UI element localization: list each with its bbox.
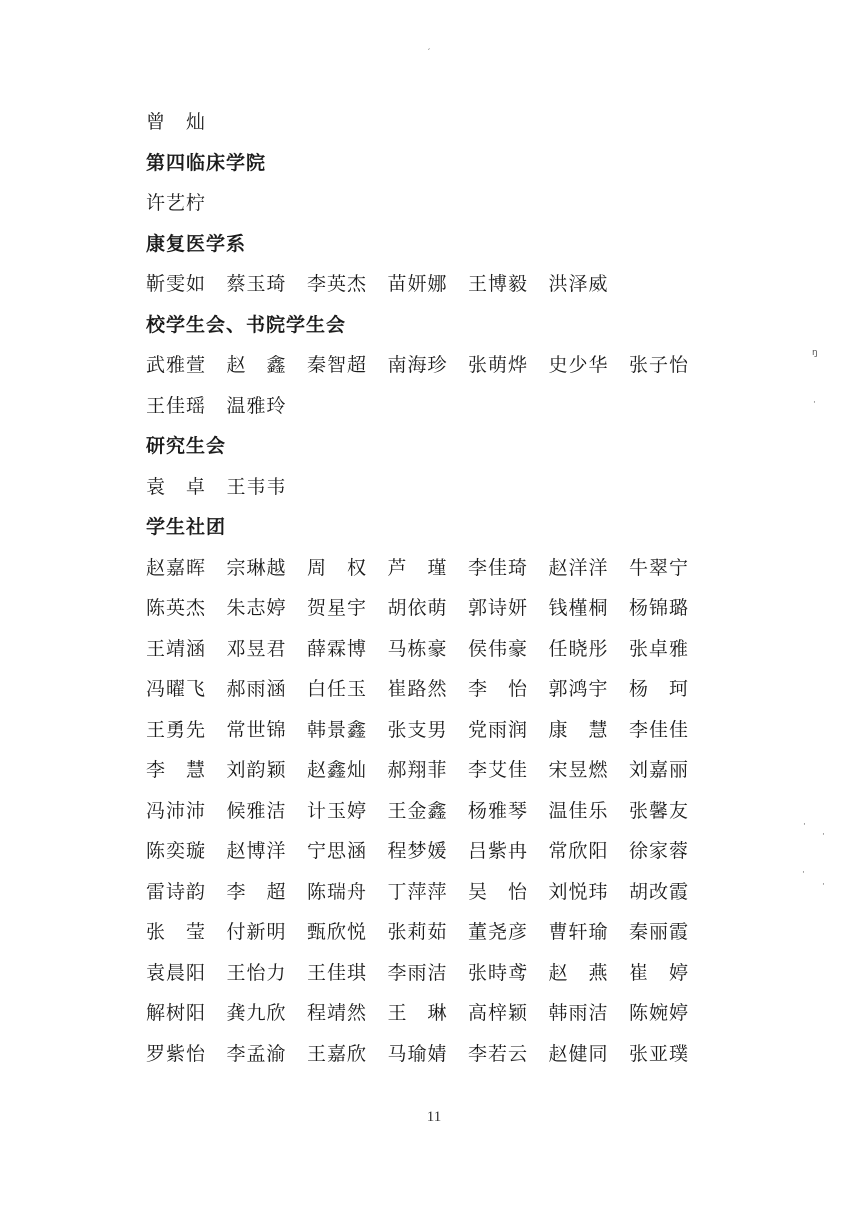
person-name: 郭鸿宇 — [548, 678, 609, 700]
name-row — [146, 831, 706, 872]
name-row — [146, 264, 706, 305]
person-name: 付新明 — [226, 921, 287, 943]
person-name: 赵嘉晖 — [146, 556, 207, 579]
person-name: 武雅萱 — [146, 354, 207, 376]
person-name: 李若云 — [468, 1042, 529, 1065]
person-name: 张莹 — [146, 921, 227, 943]
person-name: 李雨洁 — [387, 961, 448, 984]
name-row — [146, 710, 706, 751]
person-name: 冯沛沛 — [146, 799, 207, 822]
name-row — [146, 912, 706, 953]
name-row — [146, 345, 706, 386]
person-name: 王韦韦 — [226, 475, 287, 498]
person-name: 马瑜婧 — [387, 1042, 448, 1065]
person-name: 王博毅 — [468, 273, 529, 295]
person-name: 甄欣悦 — [307, 921, 368, 943]
name-row — [146, 183, 706, 224]
person-name: 崔婷 — [629, 961, 710, 984]
person-name: 张子怡 — [629, 354, 690, 376]
person-name: 李孟渝 — [226, 1042, 287, 1065]
scan-speck: · — [822, 830, 825, 840]
person-name: 曾灿 — [146, 111, 227, 133]
section-heading: 校学生会、书院学生会 — [146, 313, 347, 336]
person-name: 陈英杰 — [146, 597, 207, 619]
person-name: 张馨友 — [629, 799, 690, 822]
person-name: 解树阳 — [146, 1002, 207, 1024]
person-name: 刘悦玮 — [548, 880, 609, 903]
person-name: 马栋豪 — [387, 637, 448, 660]
person-name: 杨雅琴 — [468, 799, 529, 822]
person-name: 芦瑾 — [387, 556, 468, 579]
person-name: 牛翠宁 — [629, 556, 690, 579]
name-row — [146, 102, 706, 143]
person-name: 任晓彤 — [548, 637, 609, 660]
person-name: 陈奕璇 — [146, 840, 207, 862]
scan-speck: · — [813, 398, 816, 408]
person-name: 雷诗韵 — [146, 880, 207, 903]
person-name: 龚九欣 — [226, 1002, 287, 1024]
person-name: 侯伟豪 — [468, 637, 529, 660]
person-name: 周权 — [307, 556, 388, 579]
person-name: 罗紫怡 — [146, 1042, 207, 1065]
name-row — [146, 791, 706, 832]
name-row — [146, 629, 706, 670]
person-name: 王靖涵 — [146, 637, 207, 660]
section-heading: 学生社团 — [146, 516, 227, 538]
person-name: 李佳琦 — [468, 556, 529, 579]
person-name: 王勇先 — [146, 718, 207, 741]
person-name: 宗琳越 — [226, 556, 287, 579]
person-name: 洪泽威 — [548, 273, 609, 295]
person-name: 蔡玉琦 — [226, 273, 287, 295]
person-name: 王佳琪 — [307, 961, 368, 984]
person-name: 冯曜飞 — [146, 678, 207, 700]
person-name: 赵燕 — [548, 961, 629, 984]
scan-speck: ′ — [428, 48, 431, 58]
person-name: 王怡力 — [226, 961, 287, 984]
person-name: 曹轩瑜 — [548, 921, 609, 943]
person-name: 温雅玲 — [226, 394, 287, 417]
person-name: 苗妍娜 — [387, 273, 448, 295]
person-name: 赵洋洋 — [548, 556, 609, 579]
person-name: 赵健同 — [548, 1042, 609, 1065]
name-row — [146, 386, 706, 427]
person-name: 南海珍 — [387, 354, 448, 376]
person-name: 郭诗妍 — [468, 597, 529, 619]
person-name: 秦丽霞 — [629, 921, 690, 943]
person-name: 韩雨洁 — [548, 1002, 609, 1024]
person-name: 王琳 — [387, 1002, 468, 1024]
person-name: 候雅洁 — [226, 799, 287, 822]
person-name: 袁卓 — [146, 475, 227, 498]
person-name: 史少华 — [548, 354, 609, 376]
person-name: 丁萍萍 — [387, 880, 448, 903]
person-name: 张亚璞 — [629, 1042, 690, 1065]
name-row — [146, 467, 706, 508]
page-number: 11 — [426, 1109, 442, 1125]
person-name: 邓昱君 — [226, 637, 287, 660]
person-name: 杨珂 — [629, 678, 710, 700]
person-name: 薛霖博 — [307, 637, 368, 660]
person-name: 赵博洋 — [226, 840, 287, 862]
person-name: 高梓颖 — [468, 1002, 529, 1024]
person-name: 秦智超 — [307, 354, 368, 376]
scan-speck: ŋ — [812, 348, 818, 358]
person-name: 赵鑫灿 — [307, 759, 368, 781]
scan-speck: · — [803, 820, 806, 830]
person-name: 张莉茹 — [387, 921, 448, 943]
person-name: 程靖然 — [307, 1002, 368, 1024]
name-row — [146, 548, 706, 589]
person-name: 白任玉 — [307, 678, 368, 700]
person-name: 陈婉婷 — [629, 1002, 690, 1024]
section-heading: 第四临床学院 — [146, 151, 267, 174]
document-body — [146, 102, 710, 1074]
person-name: 李艾佳 — [468, 759, 529, 781]
person-name: 许艺柠 — [146, 192, 207, 214]
name-row — [146, 750, 706, 791]
person-name: 王嘉欣 — [307, 1042, 368, 1065]
person-name: 朱志婷 — [226, 597, 287, 619]
person-name: 李佳佳 — [629, 718, 690, 741]
person-name: 贺星宇 — [307, 597, 368, 619]
name-row — [146, 588, 706, 629]
person-name: 袁晨阳 — [146, 961, 207, 984]
person-name: 李慧 — [146, 759, 227, 781]
person-name: 常世锦 — [226, 718, 287, 741]
person-name: 常欣阳 — [548, 840, 609, 862]
person-name: 张萌烨 — [468, 354, 529, 376]
person-name: 胡改霞 — [629, 880, 690, 903]
person-name: 吴怡 — [468, 880, 549, 903]
person-name: 陈瑞舟 — [307, 880, 368, 903]
person-name: 吕紫冉 — [468, 840, 529, 862]
person-name: 郝雨涵 — [226, 678, 287, 700]
person-name: 徐家蓉 — [629, 840, 690, 862]
person-name: 刘嘉丽 — [629, 759, 690, 781]
person-name: 董尧彦 — [468, 921, 529, 943]
scan-speck: · — [822, 880, 825, 890]
person-name: 靳雯如 — [146, 273, 207, 295]
person-name: 王金鑫 — [387, 799, 448, 822]
person-name: 崔路然 — [387, 678, 448, 700]
person-name: 杨锦璐 — [629, 597, 690, 619]
name-row — [146, 993, 706, 1034]
person-name: 钱槿桐 — [548, 597, 609, 619]
person-name: 计玉婷 — [307, 799, 368, 822]
person-name: 张支男 — [387, 718, 448, 741]
person-name: 张卓雅 — [629, 637, 690, 660]
person-name: 胡依萌 — [387, 597, 448, 619]
person-name: 康慧 — [548, 718, 629, 741]
person-name: 李超 — [226, 880, 307, 903]
person-name: 宋昱燃 — [548, 759, 609, 781]
person-name: 党雨润 — [468, 718, 529, 741]
section-heading: 研究生会 — [146, 435, 227, 457]
section-heading: 康复医学系 — [146, 232, 247, 255]
scan-speck: · — [802, 868, 805, 878]
person-name: 韩景鑫 — [307, 718, 368, 741]
name-row — [146, 872, 706, 913]
person-name: 王佳瑶 — [146, 394, 207, 417]
person-name: 温佳乐 — [548, 799, 609, 822]
person-name: 郝翔菲 — [387, 759, 448, 781]
person-name: 李英杰 — [307, 273, 368, 295]
name-row — [146, 669, 710, 710]
person-name: 张時鸢 — [468, 961, 529, 984]
name-row — [146, 953, 710, 994]
person-name: 刘韵颖 — [226, 759, 287, 781]
person-name: 李怡 — [468, 678, 549, 700]
person-name: 宁思涵 — [307, 840, 368, 862]
person-name: 赵鑫 — [226, 354, 307, 376]
person-name: 程梦媛 — [387, 840, 448, 862]
name-row — [146, 1034, 706, 1075]
